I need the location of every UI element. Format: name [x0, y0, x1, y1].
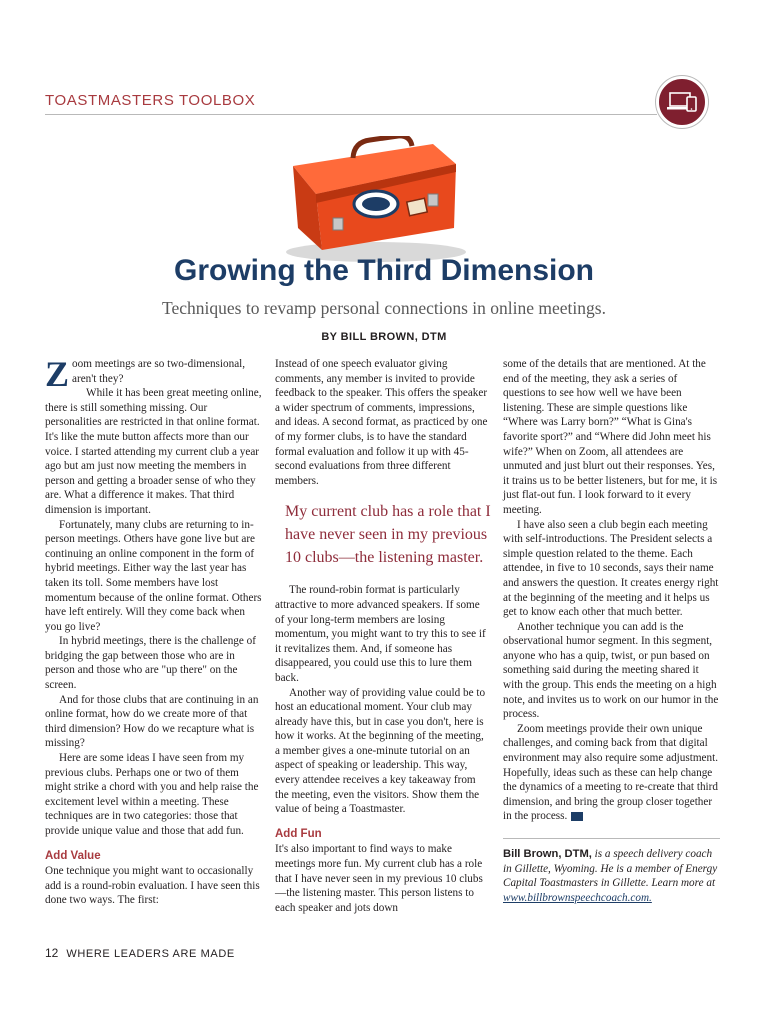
paragraph: [503, 722, 720, 824]
article-subtitle: Techniques to revamp personal connections in online meetings.: [162, 298, 606, 318]
pull-quote: My current club has a role that I have never seen in my previous 10 clubs—the listening master.: [285, 503, 491, 567]
column-3: [503, 357, 720, 905]
paragraph: Another technique you can add is the observational humor segment. In this segment, anyone who has a quip, twist, or pun based on something said during the meeting shared it with the group. This ends the meeting on a high note, and invites us to work on our humor in the process.: [503, 620, 719, 721]
paragraph: [45, 354, 263, 394]
bio-divider: [503, 838, 720, 839]
laptop-phone-icon: [656, 76, 708, 128]
bio-text: is a speech delivery coach in Gillette, Wyoming. He is a member of Energy Capital Toastmasters in Gillette. Learn more at: [503, 848, 718, 890]
section-label: TOASTMASTERS TOOLBOX: [45, 92, 256, 109]
column-2: [275, 357, 491, 915]
paragraph: Another way of providing value could be to host an educational moment. Your club may already have this, but in case you don't, here is how it works. At the beginning of the meeting, a member gives a one-minute tutorial on an aspect of speaking or leadership. This way, every attendee receives a key takeaway from the meeting, even the visitors. Show them the value of being a Toastmaster.: [275, 686, 486, 816]
toolbox-illustration: [258, 136, 478, 264]
drop-cap: Z: [45, 354, 70, 394]
paragraph: It's also important to find ways to make meetings more fun. My current club has a role that I have never seen in my previous 10 clubs—the listening master. This person listens to each speaker and jots down: [275, 843, 483, 914]
paragraph: Fortunately, many clubs are returning to in-person meetings. Others have gone live but are continuing an online component in the form of hybrid meetings. Either way the last year has taken its toll. Some members have lost momentum because of the online format. Others have left entirely. Will they come back when you go live?: [45, 518, 262, 633]
page-number: 12: [45, 946, 59, 960]
article-title: Growing the Third Dimension: [174, 254, 594, 287]
footer-tagline: WHERE LEADERS ARE MADE: [66, 948, 235, 960]
author-website-link[interactable]: www.billbrownspeechcoach.com.: [503, 891, 652, 904]
page-footer: [45, 946, 235, 960]
paragraph: And for those clubs that are continuing in an online format, how do we create more of that third dimension? How do we recapture what is missing?: [45, 693, 259, 750]
end-mark-icon: T: [571, 812, 583, 821]
paragraph: I have also seen a club begin each meeting with self-introductions. The President selects a simple question related to the theme. Each attendee, in five to 10 seconds, says their name and answers the question. It creates energy right at the beginning of the meeting and it helps us get to know each other that much better.: [503, 518, 719, 619]
closing-text: Zoom meetings provide their own unique challenges, and coming back from that digital environment may also require some adjustment. Hopefully, ideas such as these can help change the dynamics of a meeting to re-create that third dimension, and bring the group closer together in the process.: [503, 722, 718, 823]
author-name: Bill Brown, DTM,: [503, 848, 592, 860]
byline: BY BILL BROWN, DTM: [321, 331, 447, 343]
paragraph: While it has been great meeting online, there is still something missing. Our personalities are restricted in that online format. It's like the mute button affects more than our voice. I started attending my current club a year ago but am just now meeting the members in person and getting a broader sense of who they are. What a difference it makes. That third dimension is important.: [45, 387, 262, 516]
paragraph: In hybrid meetings, there is the challenge of bridging the gap between those who are in person and those who are "up there" on the screen.: [45, 635, 256, 692]
paragraph: One technique you might want to occasionally add is a round-robin evaluation. I have seen this done two ways. The first:: [45, 865, 260, 907]
paragraph: Instead of one speech evaluator giving comments, any member is invited to provide feedback to the speaker. This offers the speaker a wider spectrum of comments, impressions, and ideas. A second format, as practiced by one of my former clubs, is to have the standard formal evaluation and follow it up with 45-second evaluations from three different members.: [275, 358, 488, 487]
column-1: [45, 354, 263, 908]
paragraph: some of the details that are mentioned. At the end of the meeting, they ask a series of questions to see how well we have been listening. These are simple questions like “Where was Larry born?” “What is Gina's favorite sport?” and “Where did John meet his wife?” When on Zoom, all attendees are unmuted and just blurt out their responses. Yes, it trains us to be better listeners, but for me, it is just flat-out fun. I look forward to it every meeting.: [503, 358, 718, 516]
paragraph: Here are some ideas I have seen from my previous clubs. Perhaps one or two of them might strike a chord with you and help raise the excitement level within a meeting. These techniques are in two categories: those that provide unique value and those that add fun.: [45, 752, 259, 837]
header-divider: [45, 114, 657, 115]
subhead-add-fun: Add Fun: [275, 827, 322, 840]
author-bio: [503, 847, 720, 905]
opening-line: oom meetings are so two-dimensional, aren't they?: [72, 358, 246, 385]
paragraph: The round-robin format is particularly attractive to more advanced speakers. If some of your long-term members are losing momentum, you might want to try this to see if it revitalizes them. And, if someone has disappeared, you could use this to lure them back.: [275, 584, 486, 684]
subhead-add-value: Add Value: [45, 849, 101, 862]
